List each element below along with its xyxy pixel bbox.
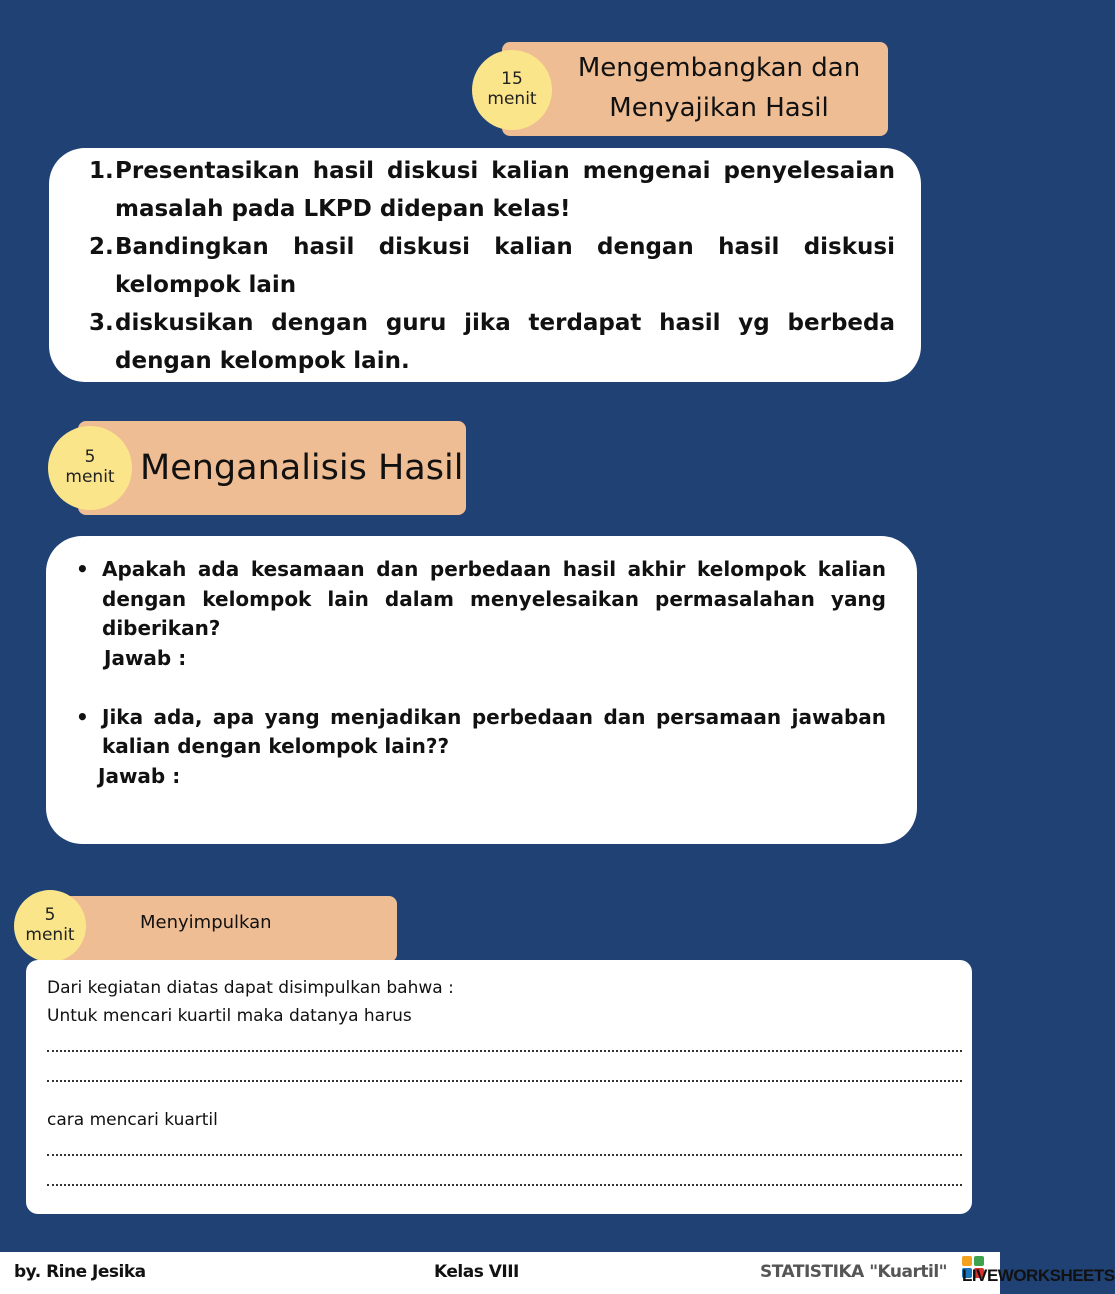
section2-time-badge bbox=[48, 426, 132, 510]
item-text: Bandingkan hasil diskusi kalian dengan hasil diskusi kelompok lain bbox=[115, 234, 895, 298]
footer-author: by. Rine Jesika bbox=[14, 1262, 146, 1282]
section2-title: Menganalisis Hasil bbox=[140, 448, 464, 488]
section3-badge-unit: menit bbox=[25, 925, 75, 945]
section1-badge-number: 15 bbox=[501, 69, 523, 90]
section1-item-1 bbox=[89, 152, 895, 228]
section1-item-2 bbox=[89, 228, 895, 304]
section3-time-badge bbox=[14, 890, 86, 962]
section2-card bbox=[46, 536, 917, 844]
answer-line-1[interactable] bbox=[47, 1050, 962, 1052]
liveworksheets-brand: LIVEWORKSHEETS bbox=[962, 1266, 1115, 1285]
answer-line-2[interactable] bbox=[47, 1080, 962, 1082]
question-1 bbox=[76, 555, 886, 644]
section3-card bbox=[26, 960, 972, 1214]
question-text: Jika ada, apa yang menjadikan perbedaan dan persamaan jawaban kalian dengan kelompok lain?? bbox=[102, 704, 886, 758]
section3-title: Menyimpulkan bbox=[140, 912, 272, 933]
bullet-icon: • bbox=[76, 557, 89, 581]
footer bbox=[0, 1252, 1115, 1294]
section1-title-line2: Menyajikan Hasil bbox=[609, 93, 829, 123]
section2-badge-unit: menit bbox=[65, 467, 115, 487]
section1-title-tab bbox=[502, 42, 888, 136]
conclusion-prompt-2: cara mencari kuartil bbox=[47, 1110, 218, 1130]
item-text: Presentasikan hasil diskusi kalian mengenai penyelesaian masalah pada LKPD didepan kelas! bbox=[115, 158, 895, 222]
conclusion-intro: Dari kegiatan diatas dapat disimpulkan bahwa : bbox=[47, 978, 454, 998]
question-text: Apakah ada kesamaan dan perbedaan hasil akhir kelompok kalian dengan kelompok lain dalam menyelesaikan permasalahan yang diberikan? bbox=[102, 557, 886, 640]
footer-class: Kelas VIII bbox=[434, 1262, 519, 1282]
question-2 bbox=[76, 703, 886, 762]
section1-card bbox=[49, 148, 921, 382]
section2-title-tab bbox=[78, 421, 466, 515]
section1-time-badge bbox=[472, 50, 552, 130]
section3-badge-number: 5 bbox=[44, 905, 56, 926]
answer-field-1[interactable] bbox=[76, 673, 886, 703]
section1-title bbox=[564, 48, 874, 128]
liveworksheets-logo[interactable] bbox=[962, 1256, 1115, 1285]
item-text: diskusikan dengan guru jika terdapat hasil yg berbeda dengan kelompok lain. bbox=[115, 310, 895, 374]
section1-badge-unit: menit bbox=[487, 89, 537, 109]
conclusion-prompt-1: Untuk mencari kuartil maka datanya harus bbox=[47, 1006, 412, 1026]
footer-partial-title: STATISTIKA "Kuartil" bbox=[760, 1262, 948, 1282]
bullet-icon: • bbox=[76, 704, 89, 729]
answer-label: Jawab : bbox=[104, 645, 187, 670]
section1-title-line1: Mengembangkan dan bbox=[577, 53, 861, 83]
section1-item-3 bbox=[89, 304, 895, 380]
answer-line-4[interactable] bbox=[47, 1184, 962, 1186]
section3-title-tab bbox=[48, 896, 397, 962]
item-number: 1. bbox=[89, 158, 114, 184]
item-number: 3. bbox=[89, 310, 114, 336]
answer-line-3[interactable] bbox=[47, 1154, 962, 1156]
answer-label: Jawab : bbox=[98, 763, 181, 788]
item-number: 2. bbox=[89, 234, 114, 260]
section1-list bbox=[89, 152, 895, 380]
section2-badge-number: 5 bbox=[84, 447, 96, 468]
